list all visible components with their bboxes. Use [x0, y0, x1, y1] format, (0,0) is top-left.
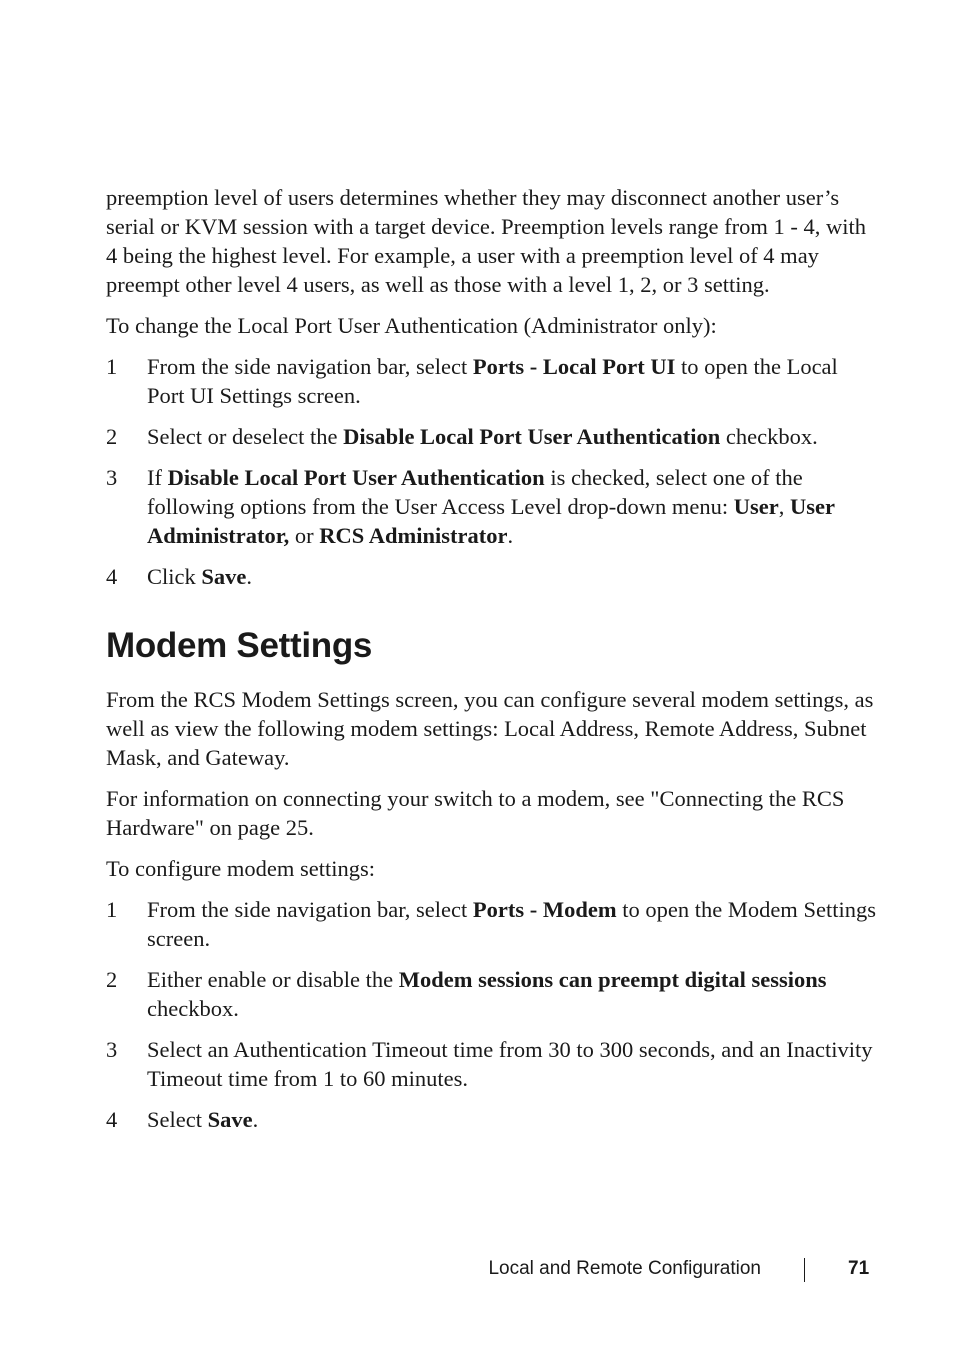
page-footer [0, 1258, 954, 1284]
list-item: 4 Select Save. [106, 1107, 259, 1132]
modem-paragraph-overview: From the RCS Modem Settings screen, you can configure several modem settings, as well as view the following modem settings: Local Address, Remote Address, Subnet Mask, and Gateway. [106, 687, 874, 770]
footer-divider [804, 1258, 805, 1282]
list-item: 3 If Disable Local Port User Authentication is checked, select one of the following options from the User Access Level drop-down menu: User, User Administrator, or RCS Administrator. [106, 465, 835, 548]
section-heading-modem-settings: Modem Settings [106, 626, 373, 665]
option-user-administrator: User Administrator, [147, 494, 835, 548]
list-item: 3 Select an Authentication Timeout time from 30 to 300 seconds, and an Inactivity Timeout time from 1 to 60 minutes. [106, 1037, 873, 1091]
checkbox-name-modem-preempt: Modem sessions can preempt digital sessions [398, 967, 827, 992]
intro-paragraph-change-auth: To change the Local Port User Authentication (Administrator only): [106, 313, 717, 338]
checkbox-name-disable-auth: Disable Local Port User Authentication [343, 424, 721, 449]
modem-paragraph-configure: To configure modem settings: [106, 856, 376, 881]
button-name-save: Save [201, 564, 247, 589]
step-number: 3 [106, 1037, 118, 1062]
button-name-save: Save [207, 1107, 253, 1132]
step-number: 3 [106, 465, 118, 490]
list-item: 1 From the side navigation bar, select Ports - Local Port UI to open the Local Port UI Settings screen. [106, 354, 838, 408]
step-number: 2 [106, 967, 118, 992]
page-number: 71 [848, 1258, 870, 1279]
step-number: 1 [106, 354, 118, 379]
list-item: 2 Either enable or disable the Modem sessions can preempt digital sessions checkbox. [106, 967, 827, 1021]
menu-path-ports-modem: Ports - Modem [472, 897, 617, 922]
option-user: User [733, 494, 779, 519]
intro-paragraph-preemption: preemption level of users determines whether they may disconnect another user’s serial or KVM session with a target device. Preemption levels range from 1 - 4, with 4 being the highest level. For example, a user with a preemption level of 4 may preempt other level 4 users, as well as those with a level 1, 2, or 3 setting. [106, 185, 867, 297]
modem-paragraph-connecting: For information on connecting your switch to a modem, see "Connecting the RCS Hardware" on page 25. [106, 786, 845, 840]
step-number: 2 [106, 424, 118, 449]
step-number: 4 [106, 1107, 118, 1132]
option-rcs-administrator: RCS Administrator [319, 523, 508, 548]
local-port-steps [106, 352, 876, 591]
page-content [106, 183, 876, 1146]
footer-section-title: Local and Remote Configuration [488, 1258, 761, 1279]
list-item: 4 Click Save. [106, 564, 252, 589]
step-number: 4 [106, 564, 118, 589]
step-number: 1 [106, 897, 118, 922]
menu-path-ports-local-port-ui: Ports - Local Port UI [472, 354, 676, 379]
modem-steps [106, 895, 876, 1134]
list-item: 2 Select or deselect the Disable Local Port User Authentication checkbox. [106, 424, 818, 449]
list-item: 1 From the side navigation bar, select Ports - Modem to open the Modem Settings screen. [106, 897, 876, 951]
checkbox-name-disable-auth: Disable Local Port User Authentication [167, 465, 545, 490]
